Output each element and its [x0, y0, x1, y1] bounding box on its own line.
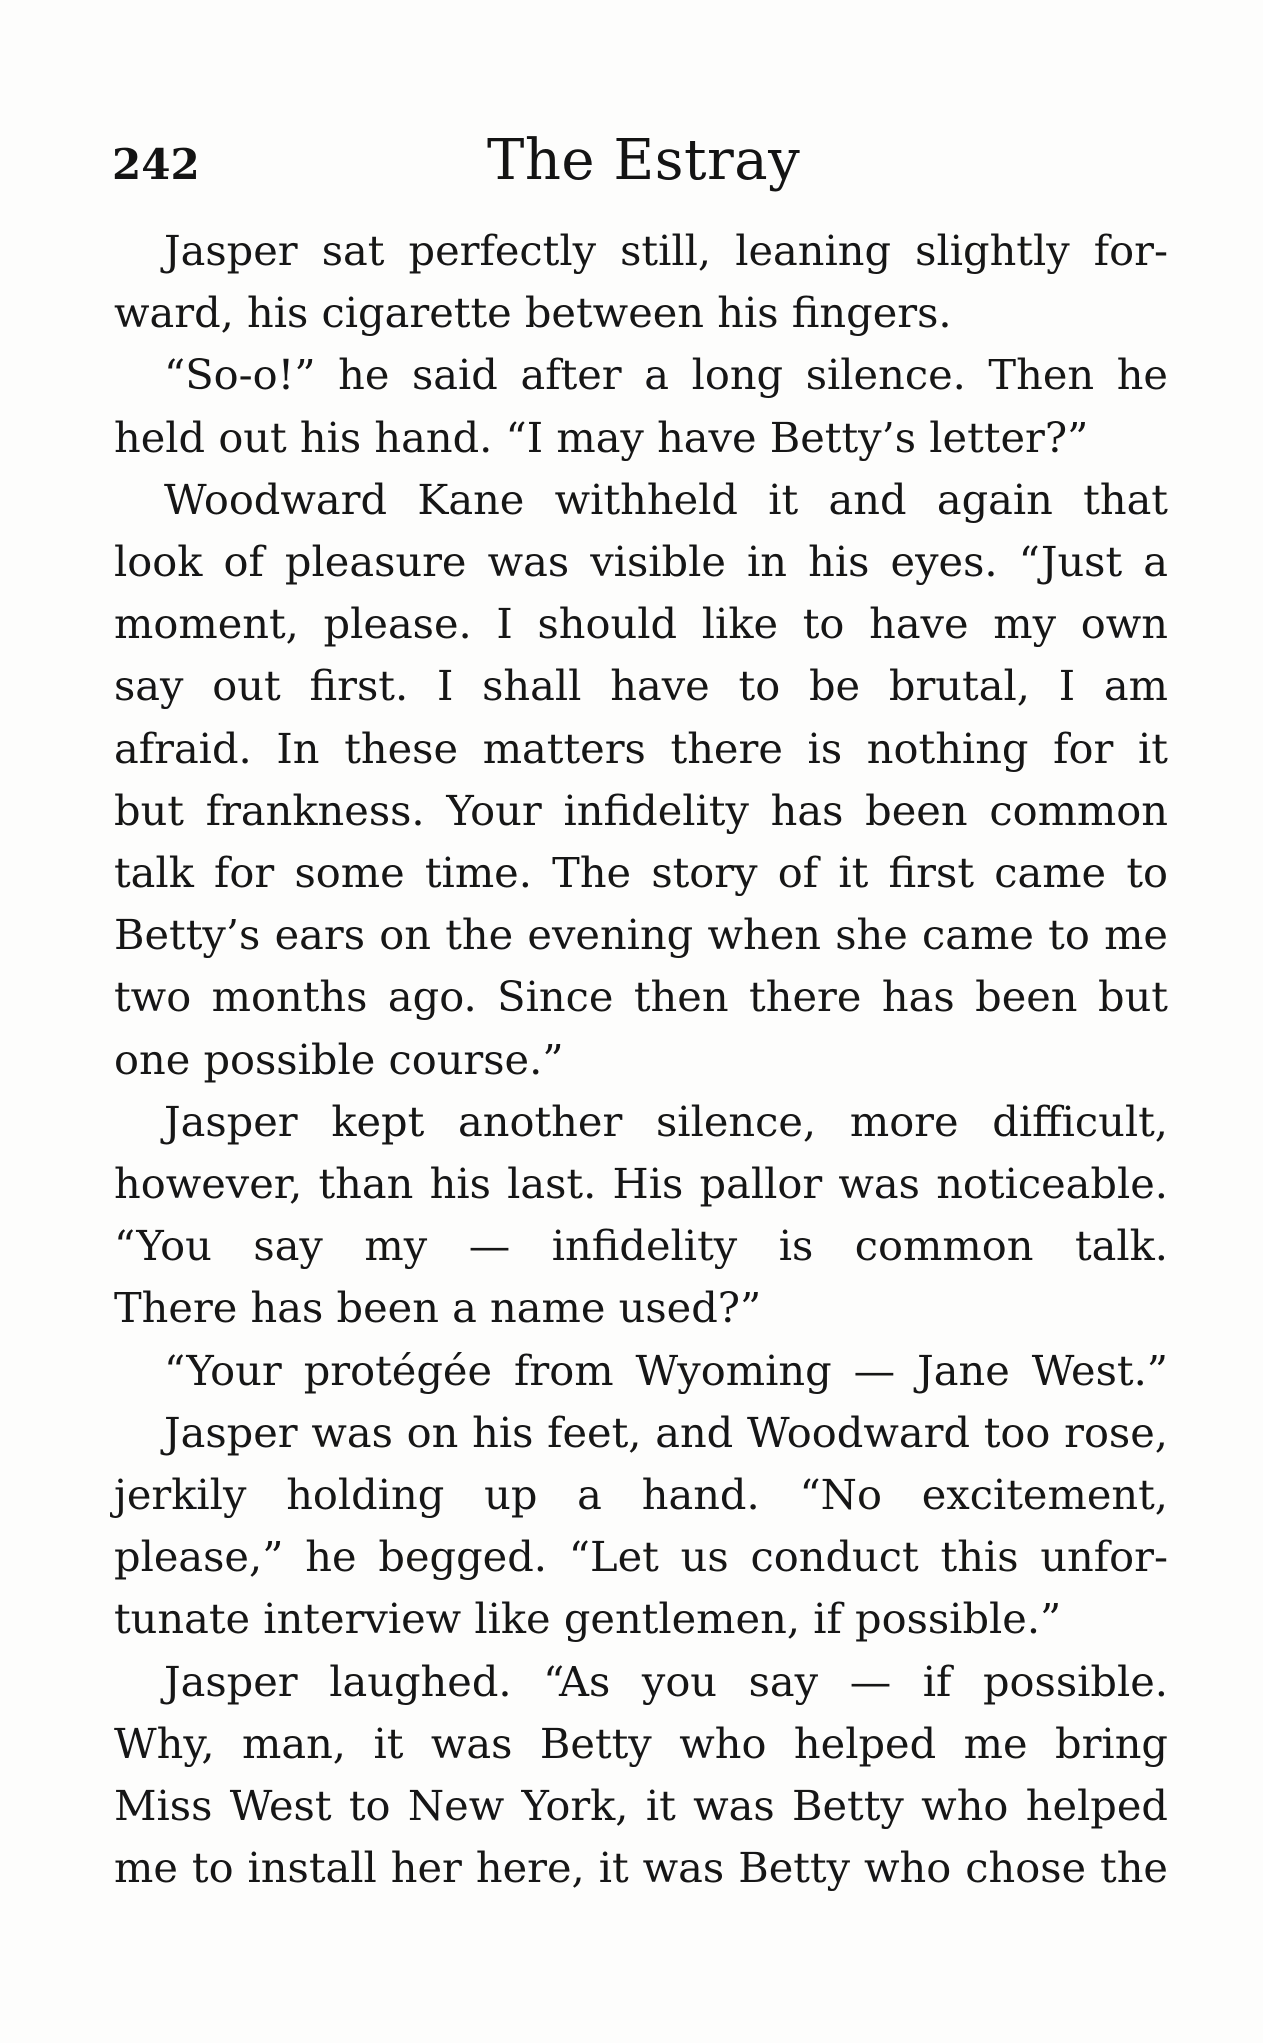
- text-line: moment, please. I should like to have my own: [114, 599, 1168, 649]
- text-line: There has been a name used?”: [114, 1283, 762, 1333]
- text-line: Jasper kept another silence, more difficult,: [164, 1096, 1168, 1146]
- text-line: held out his hand. “I may have Betty’s letter?”: [114, 412, 1089, 462]
- text-line: two months ago. Since then there has been but: [114, 972, 1168, 1022]
- page-header: [112, 128, 1172, 208]
- text-line: Woodward Kane withheld it and again that: [164, 474, 1168, 524]
- text-line: Jasper laughed. “As you say — if possible.: [164, 1656, 1168, 1706]
- text-line: afraid. In these matters there is nothing for it: [114, 723, 1168, 773]
- text-line: however, than his last. His pallor was noticeable.: [114, 1159, 1168, 1209]
- text-line: Jasper sat perfectly still, leaning slightly for-: [164, 226, 1168, 275]
- body-text: [114, 220, 1168, 1899]
- text-line: ward, his cigarette between his fingers.: [114, 288, 952, 338]
- text-line: look of pleasure was visible in his eyes. “Just a: [114, 537, 1168, 587]
- running-title: The Estray: [487, 128, 801, 193]
- text-line: Why, man, it was Betty who helped me bring: [114, 1718, 1168, 1768]
- text-line: talk for some time. The story of it first came to: [114, 848, 1168, 898]
- text-line: Jasper was on his feet, and Woodward too rose,: [164, 1407, 1168, 1457]
- text-line: “Your protégée from Wyoming — Jane West.”: [164, 1345, 1168, 1395]
- text-line: one possible course.”: [114, 1034, 564, 1084]
- text-line: but frankness. Your infidelity has been common: [114, 785, 1168, 835]
- text-line: say out first. I shall have to be brutal, I am: [114, 661, 1168, 711]
- text-line: Betty’s ears on the evening when she came to me: [114, 910, 1168, 960]
- text-line: Miss West to New York, it was Betty who helped: [114, 1781, 1168, 1831]
- text-line: “So-o!” he said after a long silence. Then he: [164, 350, 1168, 400]
- text-line: jerkily holding up a hand. “No excitement,: [114, 1470, 1168, 1520]
- text-line: please,” he begged. “Let us conduct this unfor-: [114, 1532, 1168, 1582]
- text-line: “You say my — infidelity is common talk.: [114, 1221, 1168, 1271]
- text-line: tunate interview like gentlemen, if possible.”: [114, 1594, 1062, 1644]
- text-line: me to install her here, it was Betty who chose the: [114, 1843, 1168, 1893]
- page-number: 242: [112, 140, 200, 189]
